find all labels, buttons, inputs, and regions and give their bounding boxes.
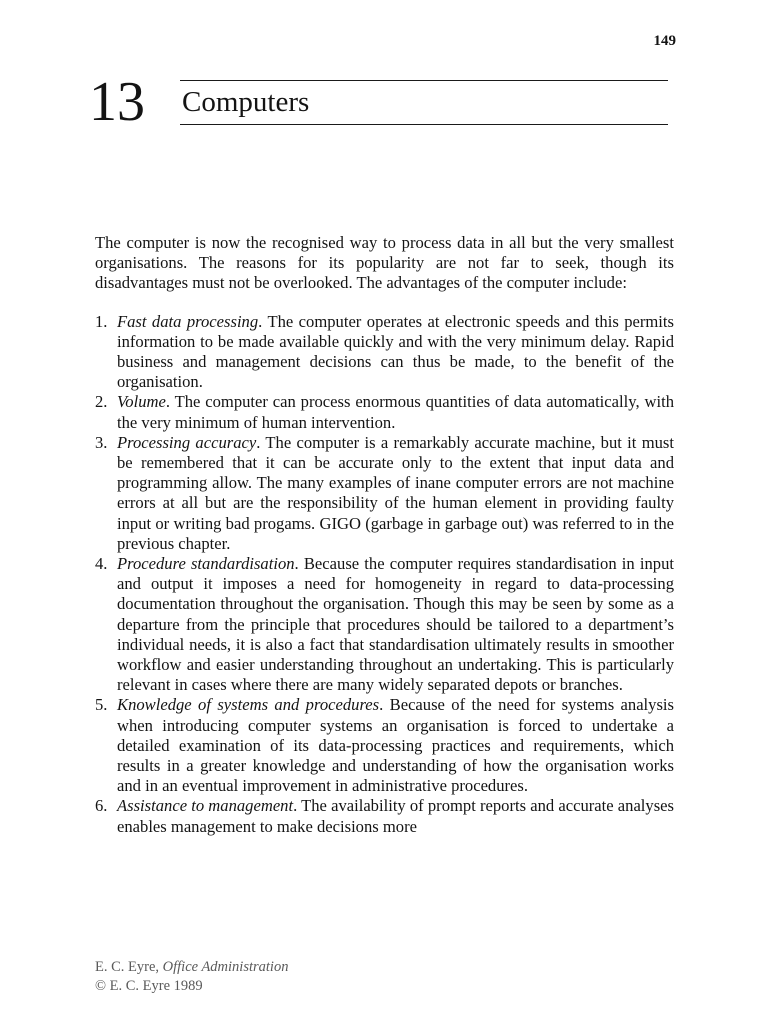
list-item-number: 3. — [95, 432, 108, 452]
list-item-text: . Because the computer requires standardisation in input and output it imposes a need for homogeneity in regard to data-processing documentation throughout the organisation. Though this may be seen by some as a departure from the principle that procedures should be tailored to a department’s individual needs, it is also a fact that standardisation ultimately results in smoother workflow and easier understanding throughout an undertaking. This is particularly relevant in cases where there are many widely separated depots or branches. — [117, 554, 674, 695]
list-item-number: 5. — [95, 695, 108, 715]
list-item-text: . The computer can process enormous quantities of data automatically, with the very minimum of human intervention. — [117, 392, 674, 432]
list-item — [95, 392, 674, 432]
chapter-title: Computers — [182, 86, 310, 118]
list-item — [95, 796, 674, 836]
chapter-number: 13 — [89, 71, 145, 133]
list-item-heading: Assistance to management — [117, 796, 294, 816]
list-item — [95, 312, 674, 393]
footer — [95, 958, 288, 996]
page-number: 149 — [653, 33, 676, 49]
chapter-title-rule-top — [180, 80, 668, 81]
footer-author: E. C. Eyre, — [95, 959, 163, 975]
chapter-title-rule-bottom — [180, 124, 668, 125]
advantages-list — [95, 312, 674, 837]
list-item-text: . The computer operates at electronic speeds and this permits information to be made available quickly and with the very minimum delay. Rapid business and management decisions can thus be made, to the benefit of the organisation. — [117, 311, 674, 392]
list-item-number: 1. — [95, 311, 108, 331]
footer-copyright: © E. C. Eyre 1989 — [95, 978, 203, 994]
list-item-number: 4. — [95, 554, 108, 574]
footer-source — [95, 958, 288, 977]
body-text — [95, 233, 674, 837]
list-item-heading: Procedure standardisation — [117, 554, 295, 574]
list-item-heading: Processing accuracy — [117, 432, 257, 452]
list-item-text: . The availability of prompt reports and accurate analyses enables management to make decisions more — [117, 796, 674, 836]
list-item-text: . Because of the need for systems analysis when introducing computer systems an organisation is forced to undertake a detailed examination of its data-processing practices and requirements, which results in a greater knowledge and understanding of how the organisation works and in an eventual improvement in administrative procedures. — [117, 695, 674, 796]
list-item-heading: Knowledge of systems and procedures — [117, 695, 380, 715]
list-item — [95, 695, 674, 796]
intro-paragraph: The computer is now the recognised way to process data in all but the very smallest organisations. The reasons for its popularity are not far to seek, though its disadvantages must not be overlooked. The advantages of the computer include: — [95, 233, 674, 293]
list-item — [95, 433, 674, 554]
list-item-heading: Fast data processing — [117, 311, 259, 331]
footer-book-title: Office Administration — [162, 959, 289, 975]
list-item-heading: Volume — [117, 392, 166, 412]
list-item-text: . The computer is a remarkably accurate machine, but it must be remembered that it can be accurate only to the extent that input data and programming allow. The many examples of inane computer errors are not machine errors at all but are the responsibility of the human element in providing faulty input or writing bad progams. GIGO (garbage in garbage out) was referred to in the previous chapter. — [117, 432, 674, 553]
list-item — [95, 554, 674, 695]
list-item-number: 2. — [95, 392, 108, 412]
list-item-number: 6. — [95, 796, 108, 816]
